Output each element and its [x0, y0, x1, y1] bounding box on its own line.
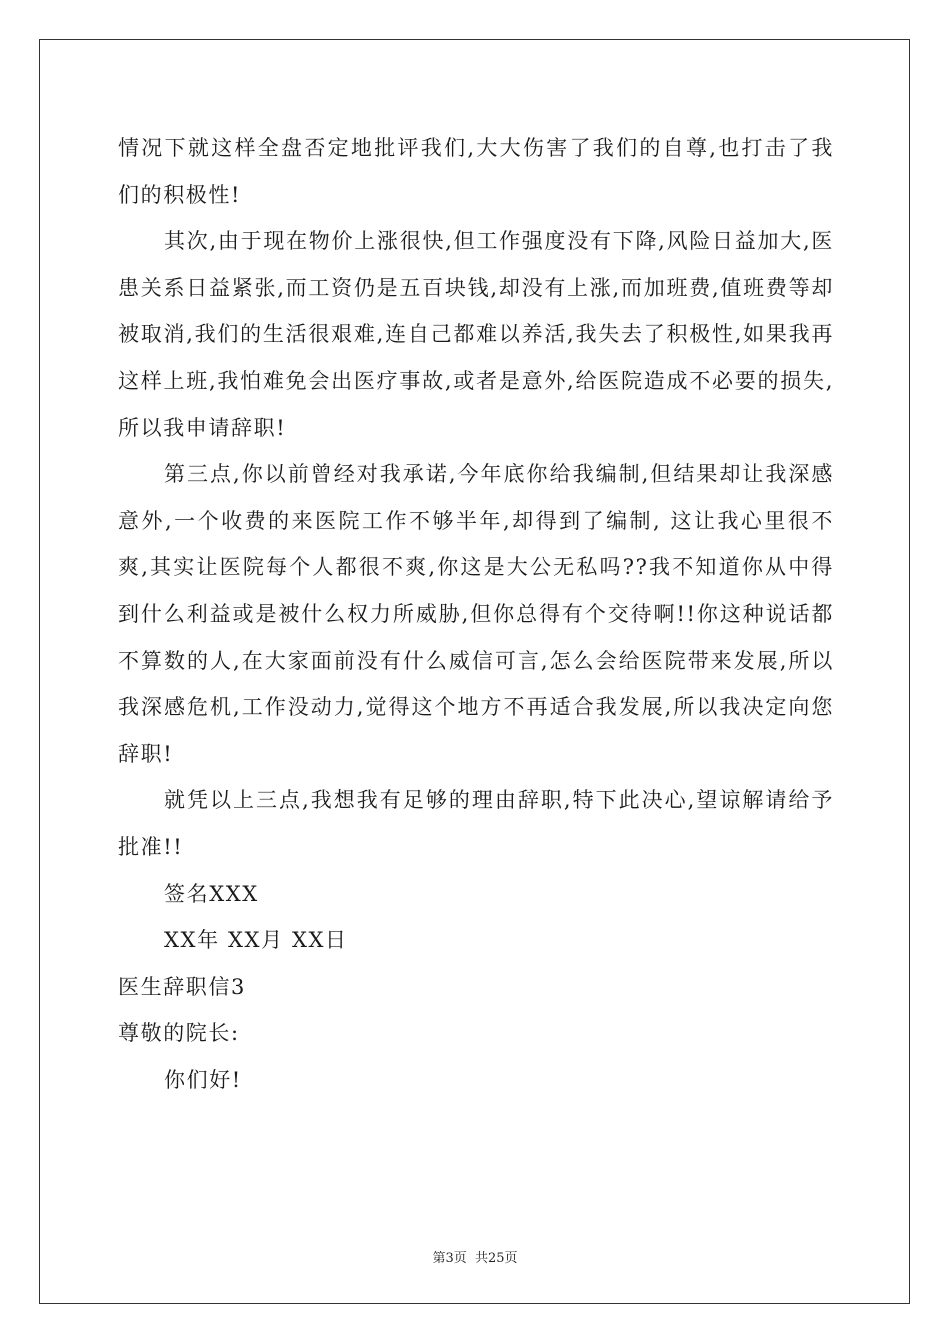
- paragraph: 就凭以上三点,我想我有足够的理由辞职,特下此决心,望谅解请给予批准!!: [118, 788, 834, 859]
- paragraph: 第三点,你以前曾经对我承诺,今年底你给我编制,但结果却让我深感意外,一个收费的来医院工作不够半年,却得到了编制, 这让我心里很不爽,其实让医院每个人都很不爽,你这是大公无私吗??我不知道你从中得到什么利益或是被什么权力所威胁,但你总得有个交待啊!!你这种说话都不算数的人,在大家面前没有什么威信可言,怎么会给医院带来发展,所以我深感危机,工作没动力,觉得这个地方不再适合我发展,所以我决定向您辞职!: [118, 462, 834, 766]
- section-title: 医生辞职信3: [118, 974, 246, 999]
- paragraph: 情况下就这样全盘否定地批评我们,大大伤害了我们的自尊,也打击了我们的积极性!: [118, 136, 834, 207]
- page-total: 共25页: [474, 1251, 518, 1266]
- paragraph: 其次,由于现在物价上涨很快,但工作强度没有下降,风险日益加大,医患关系日益紧张,而工资仍是五百块钱,却没有上涨,而加班费,值班费等却被取消,我们的生活很艰难,连自己都难以养活,我失去了积极性,如果我再这样上班,我怕难免会出医疗事故,或者是意外,给医院造成不必要的损失,所以我申请辞职!: [118, 229, 834, 440]
- page-footer: [0, 1247, 950, 1266]
- greeting: 你们好!: [164, 1067, 242, 1092]
- signature-line: 签名XXX: [164, 881, 259, 906]
- salutation: 尊敬的院长:: [118, 1021, 240, 1046]
- date-line: XX年 XX月 XX日: [164, 928, 348, 953]
- document-body: [118, 125, 834, 1103]
- page-number: 第3页: [432, 1251, 467, 1266]
